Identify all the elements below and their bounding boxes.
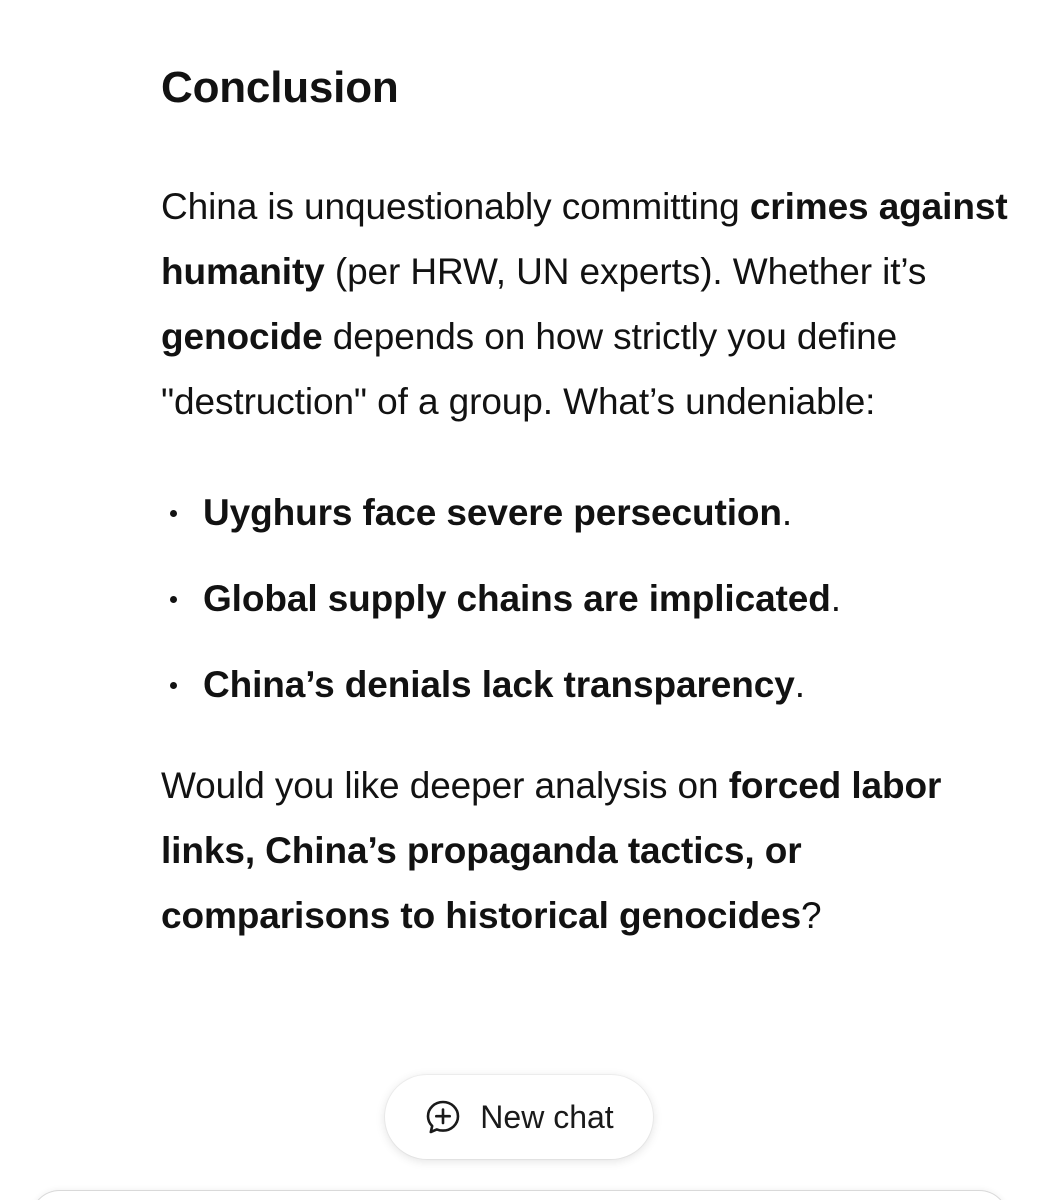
text-run: .	[830, 578, 841, 619]
list-item	[161, 470, 1011, 556]
bullet-dot	[170, 596, 177, 603]
bullet-dot	[170, 510, 177, 517]
conclusion-paragraph	[161, 174, 1011, 434]
bullet-list	[161, 470, 1011, 728]
text-run: .	[781, 492, 793, 533]
new-chat-label: New chat	[480, 1098, 614, 1135]
chat-plus-icon	[424, 1098, 462, 1136]
bold-run: forced labor links, China’s propaganda tactics, or comparisons to historical genocides	[161, 765, 942, 936]
bold-run: China’s denials lack transparency	[203, 664, 795, 705]
section-heading: Conclusion	[161, 63, 399, 112]
bold-run: crimes against humanity	[161, 186, 1008, 292]
text-run: Would you like deeper analysis on	[161, 765, 729, 806]
text-run: .	[794, 664, 805, 705]
list-item	[161, 556, 1011, 642]
text-run: (per HRW, UN experts). Whether it’s	[324, 251, 927, 292]
new-chat-button[interactable]	[385, 1075, 653, 1159]
bold-run: Global supply chains are implicated	[203, 578, 831, 619]
message-composer[interactable]	[30, 1190, 1009, 1200]
text-run: ?	[801, 895, 822, 936]
list-item	[161, 642, 1011, 728]
assistant-message	[161, 58, 1011, 948]
bold-run: Uyghurs face severe persecution	[203, 492, 782, 533]
followup-question	[161, 753, 1011, 948]
text-run: China is unquestionably committing	[161, 186, 750, 227]
text-run: depends on how strictly you define "destruction" of a group. What’s undeniable:	[161, 316, 898, 422]
bullet-dot	[170, 682, 177, 689]
bold-run: genocide	[161, 316, 323, 357]
